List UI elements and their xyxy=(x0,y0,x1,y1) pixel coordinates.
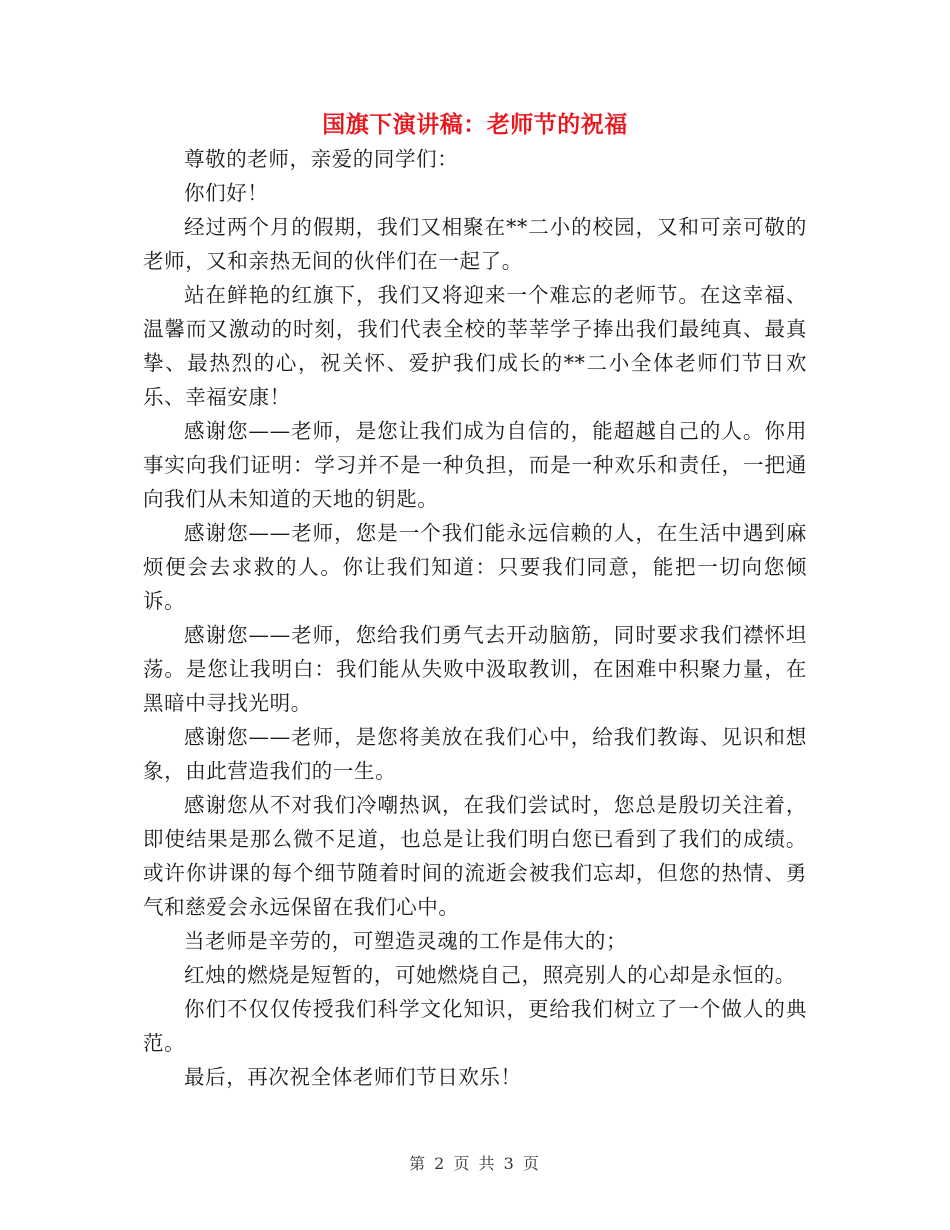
paragraph-closing: 最后，再次祝全体老师们节日欢乐！ xyxy=(184,1065,522,1089)
paragraph-salutation: 尊敬的老师，亲爱的同学们： xyxy=(184,147,459,171)
document-title: 国旗下演讲稿：老师节的祝福 xyxy=(322,111,628,138)
paragraph-greeting: 你们好！ xyxy=(184,181,269,205)
paragraph: 感谢您——老师，是您将美放在我们心中，给我们教诲、见识和想象，由此营造我们的一生。 xyxy=(143,725,807,783)
paragraph: 感谢您——老师，您是一个我们能永远信赖的人，在生活中遇到麻烦便会去求救的人。你让我们知道：只要我们同意，能把一切向您倾诉。 xyxy=(143,521,807,613)
document-body xyxy=(143,142,807,1094)
paragraph: 当老师是辛劳的，可塑造灵魂的工作是伟大的； xyxy=(184,929,628,953)
page-number-footer: 第 2 页 共 3 页 xyxy=(409,1154,541,1173)
paragraph: 感谢您从不对我们冷嘲热讽，在我们尝试时，您总是殷切关注着，即使结果是那么微不足道，也总是让我们明白您已看到了我们的成绩。或许你讲课的每个细节随着时间的流逝会被我们忘却，但您的热情、勇气和慈爱会永远保留在我们心中。 xyxy=(143,793,807,919)
paragraph: 红烛的燃烧是短暂的，可她燃烧自己，照亮别人的心却是永恒的。 xyxy=(184,963,796,987)
paragraph: 感谢您——老师，您给我们勇气去开动脑筋，同时要求我们襟怀坦荡。是您让我明白：我们能从失败中汲取教训，在困难中积聚力量，在黑暗中寻找光明。 xyxy=(143,623,807,715)
paragraph: 感谢您——老师，是您让我们成为自信的，能超越自己的人。你用事实向我们证明：学习并不是一种负担，而是一种欢乐和责任，一把通向我们从未知道的天地的钥匙。 xyxy=(143,419,807,511)
paragraph: 站在鲜艳的红旗下，我们又将迎来一个难忘的老师节。在这幸福、温馨而又激动的时刻，我们代表全校的莘莘学子捧出我们最纯真、最真挚、最热烈的心，祝关怀、爱护我们成长的**二小全体老师们节日欢乐、幸福安康！ xyxy=(143,283,807,409)
paragraph: 经过两个月的假期，我们又相聚在**二小的校园，又和可亲可敬的老师，又和亲热无间的伙伴们在一起了。 xyxy=(143,215,807,273)
paragraph: 你们不仅仅传授我们科学文化知识，更给我们树立了一个做人的典范。 xyxy=(143,997,807,1055)
